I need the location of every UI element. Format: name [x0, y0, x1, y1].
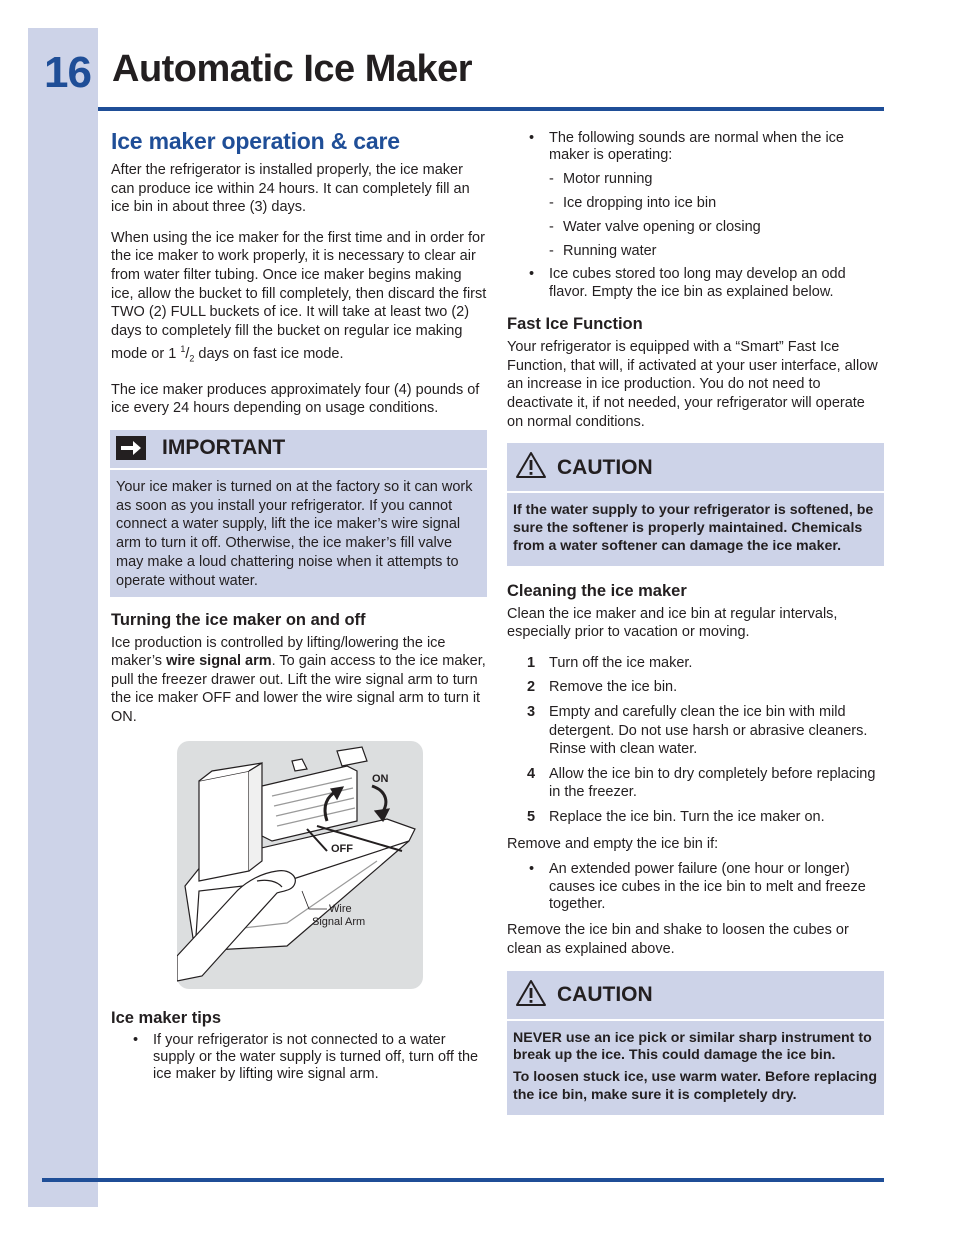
- shake-paragraph: Remove the ice bin and shake to loosen the cubes or clean as explained above.: [507, 922, 849, 957]
- list-item: • If your refrigerator is not connected to a water supply or the water supply is turned off, turn off the ice maker by lifting wire signal arm.: [111, 1032, 488, 1084]
- intro-paragraph: After the refrigerator is installed properly, the ice maker can produce ice within 24 hours. It can completely fill an ice bin in about three (3) days.: [111, 162, 470, 216]
- label-on: ON: [372, 772, 389, 785]
- ice-maker-illustration: [177, 741, 423, 989]
- list-item: - Ice dropping into ice bin: [507, 195, 884, 212]
- label-off: OFF: [331, 842, 353, 855]
- important-body: Your ice maker is turned on at the factory so it can work as soon as you install your refrigerator. If you cannot connect a water supply, lift the ice maker’s wire signal arm to turn it off. Otherwise, the ice maker’s fill valve may make a loud chattering noise when it attempts to operate without water.: [116, 478, 473, 589]
- important-heading: IMPORTANT: [162, 435, 286, 459]
- remove-if-paragraph: Remove and empty the ice bin if:: [507, 835, 719, 852]
- list-item: 4 Allow the ice bin to dry completely before replacing in the freezer.: [527, 765, 876, 801]
- turning-heading: Turning the ice maker on and off: [111, 610, 366, 629]
- list-item: 5 Replace the ice bin. Turn the ice maker on.: [527, 808, 825, 825]
- fast-ice-heading: Fast Ice Function: [507, 315, 643, 334]
- flavor-list: [507, 266, 884, 301]
- header-rule: [98, 107, 884, 111]
- sounds-list: [507, 130, 884, 165]
- cleaning-intro: Clean the ice maker and ice bin at regular intervals, especially prior to vacation or moving.: [507, 605, 838, 641]
- caution-text: NEVER use an ice pick or similar sharp instrument to break up the ice. This could damage the ice bin.: [513, 1029, 872, 1064]
- warning-icon: [515, 451, 547, 484]
- cleaning-heading: Cleaning the ice maker: [507, 581, 687, 600]
- list-item: 3 Empty and carefully clean the ice bin with mild detergent. Do not use harsh or abrasive cleaners. Rinse with clean water.: [527, 703, 868, 758]
- list-item: • An extended power failure (one hour or longer) causes ice cubes in the ice bin to melt and freeze together.: [507, 861, 884, 913]
- list-item: - Water valve opening or closing: [507, 219, 884, 236]
- sounds-sublist: [507, 171, 884, 260]
- caution-text: If the water supply to your refrigerator is softened, be sure the softener is properly maintained. Chemicals from a water softener can damage the ice maker.: [513, 502, 874, 554]
- turning-paragraph: Ice production is controlled by lifting/lowering the ice maker’s wire signal arm. To gain access to the ice maker, pull the freezer drawer out. Lift the wire signal arm to turn the ice maker OFF and lower the wire signal arm to turn it ON.: [111, 634, 486, 725]
- page-sidebar: [28, 28, 98, 1207]
- list-item: - Running water: [507, 243, 884, 260]
- right-column: [507, 130, 884, 1131]
- arrow-right-icon: [116, 436, 146, 460]
- list-item: • Ice cubes stored too long may develop an odd flavor. Empty the ice bin as explained below.: [507, 266, 884, 301]
- production-paragraph: The ice maker produces approximately four (4) pounds of ice every 24 hours depending on usage conditions.: [111, 381, 480, 417]
- list-item: 1 Turn off the ice maker.: [527, 654, 693, 671]
- label-signal-arm: Signal Arm: [312, 915, 366, 928]
- caution-heading: CAUTION: [557, 983, 653, 1007]
- important-header: [110, 436, 487, 470]
- fast-ice-paragraph: Your refrigerator is equipped with a “Smart” Fast Ice Function, that will, if activated at your user interface, allow an increase in ice production. You do not need to deactivate it, if not needed, your refrigerator will operate on normal conditions.: [507, 339, 878, 430]
- important-box: [110, 430, 487, 597]
- remove-if-list: [507, 861, 884, 913]
- first-use-paragraph: When using the ice maker for the first time and in order for the ice maker to work properly, it is necessary to clear air from water filter tubing. Once ice maker begins making ice, allow the bucket to fill completely, then discard the first TWO (2) FULL buckets of ice. It will take at least two (2) days to completely fill the bucket on regular ice making mode or 1 $^1/_2$ days on fast ice mode.: [111, 229, 487, 365]
- page-title: Automatic Ice Maker: [112, 48, 473, 90]
- tips-list: [111, 1032, 488, 1084]
- footer-rule: [42, 1178, 884, 1182]
- cleaning-steps: [507, 654, 884, 827]
- caution-text: To loosen stuck ice, use warm water. Before replacing the ice bin, make sure it is completely dry.: [513, 1069, 878, 1103]
- caution-header: [507, 449, 884, 493]
- tips-heading: Ice maker tips: [111, 1008, 222, 1027]
- label-wire: Wire: [329, 902, 352, 915]
- caution-box-ice-pick: [507, 971, 884, 1115]
- section-title: Ice maker operation & care: [111, 128, 400, 154]
- left-column: [111, 128, 488, 1092]
- caution-header: [507, 977, 884, 1021]
- warning-icon: [515, 979, 547, 1012]
- list-item: - Motor running: [507, 171, 884, 188]
- page-number: 16: [44, 48, 91, 97]
- caution-body: [507, 1021, 884, 1105]
- list-item: • The following sounds are normal when the ice maker is operating:: [507, 130, 884, 165]
- list-item: 2 Remove the ice bin.: [527, 679, 678, 696]
- caution-heading: CAUTION: [557, 455, 653, 479]
- caution-box-softener: [507, 443, 884, 565]
- caution-body: [507, 493, 884, 555]
